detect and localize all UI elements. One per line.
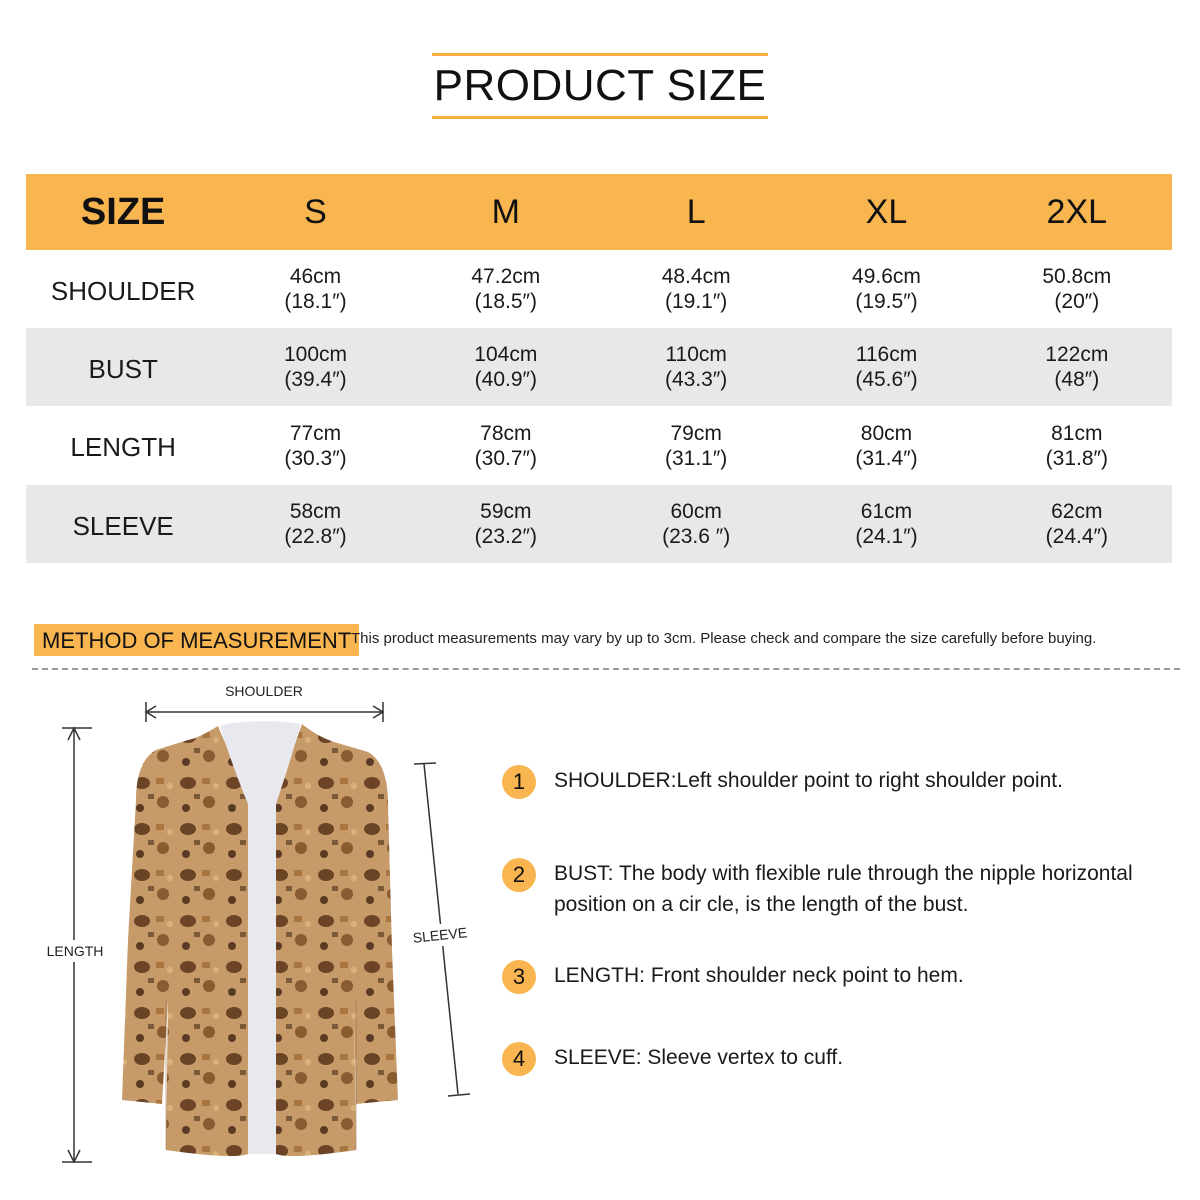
step-number: 3 [502,960,536,994]
cell-cm: 110cm [665,343,727,366]
cell-cm: 47.2cm [471,265,541,288]
cardigan-image [122,721,398,1156]
size-header-m: M [491,192,520,231]
cell-inch: (30.3″) [284,446,347,470]
step-text: SHOULDER:Left shoulder point to right shoulder point. [554,769,1063,792]
cell-inch: (31.4″) [855,446,918,470]
shoulder-dim-label: SHOULDER [225,683,303,699]
cell-inch: (23.6 ″) [662,525,731,548]
step-number: 1 [502,765,536,799]
title-rule-bottom [432,116,768,119]
cell-cm: 62cm [1051,500,1103,523]
cell-cm: 81cm [1051,421,1103,445]
cell-cm: 46cm [289,265,342,288]
cell-cm: 122cm [1045,343,1109,366]
sleeve-measure [408,763,472,1096]
table-cell [791,342,981,392]
cell-inch: (20″) [1054,290,1100,313]
table-cell [601,342,791,392]
step-length [502,960,1164,994]
garment-diagram [38,680,488,1180]
title-block [432,53,768,119]
table-row-bust [26,328,1172,406]
cell-cm: 58cm [289,500,342,523]
table-cell [791,264,981,314]
table-cell [982,499,1172,549]
cell-cm: 49.6cm [852,265,921,288]
table-cell [220,421,410,471]
table-cell [791,421,981,471]
table-cell [220,264,410,314]
size-header-s: S [304,192,327,231]
row-label: SLEEVE [72,510,174,541]
cell-inch: (45.6″) [855,368,918,391]
cell-inch: (19.1″) [665,290,728,313]
table-cell [411,264,601,314]
row-label: SHOULDER [50,275,196,306]
table-row-shoulder [26,250,1172,328]
cell-cm: 80cm [860,421,913,445]
table-row-sleeve [26,485,1172,563]
cell-inch: (22.8″) [284,525,347,548]
dashed-divider [32,668,1180,670]
shoulder-measure [146,683,383,722]
length-measure [44,728,106,1162]
table-cell [411,342,601,392]
cell-cm: 79cm [670,421,722,445]
method-note: This product measurements may vary by up to 3cm. Please check and compare the size carefully before buying. [351,630,1097,647]
size-header-label: SIZE [80,190,166,233]
size-header-l: L [686,192,706,231]
step-sleeve [502,1042,1164,1076]
cell-cm: 59cm [480,500,532,523]
size-table-header [26,174,1172,250]
step-text: SLEEVE: Sleeve vertex to cuff. [554,1046,844,1069]
cell-inch: (19.5″) [855,290,918,313]
step-bust [502,858,1164,920]
cell-inch: (39.4″) [284,368,347,391]
size-header-2xl: 2XL [1046,192,1108,231]
row-label: BUST [88,353,158,384]
step-number: 4 [502,1042,536,1076]
cell-inch: (43.3″) [665,368,728,391]
cell-inch: (24.1″) [855,525,918,548]
table-cell [220,342,410,392]
cell-inch: (18.1″) [284,290,347,313]
step-text: LENGTH: Front shoulder neck point to hem. [554,964,964,987]
cell-inch: (24.4″) [1045,525,1108,548]
cell-inch: (30.7″) [474,446,537,470]
cell-cm: 60cm [670,500,722,523]
cell-cm: 104cm [474,343,538,366]
cell-cm: 116cm [855,343,918,366]
cell-cm: 78cm [480,421,532,445]
cell-inch: (31.8″) [1045,446,1108,470]
table-cell [982,421,1172,471]
cell-cm: 61cm [860,500,913,523]
table-cell [601,421,791,471]
cell-cm: 48.4cm [661,265,731,288]
step-number: 2 [502,858,536,892]
cell-inch: (18.5″) [474,290,537,313]
table-cell [791,499,981,549]
cell-inch: (31.1″) [665,446,728,470]
length-dim-label: LENGTH [46,943,104,959]
row-label: LENGTH [70,432,176,462]
table-cell [982,264,1172,314]
table-row-length [26,406,1172,485]
table-cell [982,342,1172,392]
cell-inch: (23.2″) [474,525,537,548]
table-cell [220,499,410,549]
table-cell [601,264,791,314]
sleeve-dim-label: SLEEVE [411,924,468,946]
size-header-xl: XL [865,192,908,231]
size-table [26,174,1172,563]
cell-cm: 50.8cm [1042,265,1112,288]
table-cell [411,421,601,471]
table-cell [411,499,601,549]
cell-cm: 100cm [283,343,347,366]
method-label: METHOD OF MEASUREMENT [34,624,359,656]
page-title: PRODUCT SIZE [433,61,767,110]
cell-inch: (48″) [1054,368,1100,391]
cell-inch: (40.9″) [474,368,537,391]
cell-cm: 77cm [289,421,342,445]
step-text: BUST: The body with flexible rule through the nipple horizontal position on a cir cle, is the length of the bust. [554,862,1133,916]
table-cell [601,499,791,549]
step-shoulder [502,765,1164,799]
title-rule-top [432,53,768,56]
